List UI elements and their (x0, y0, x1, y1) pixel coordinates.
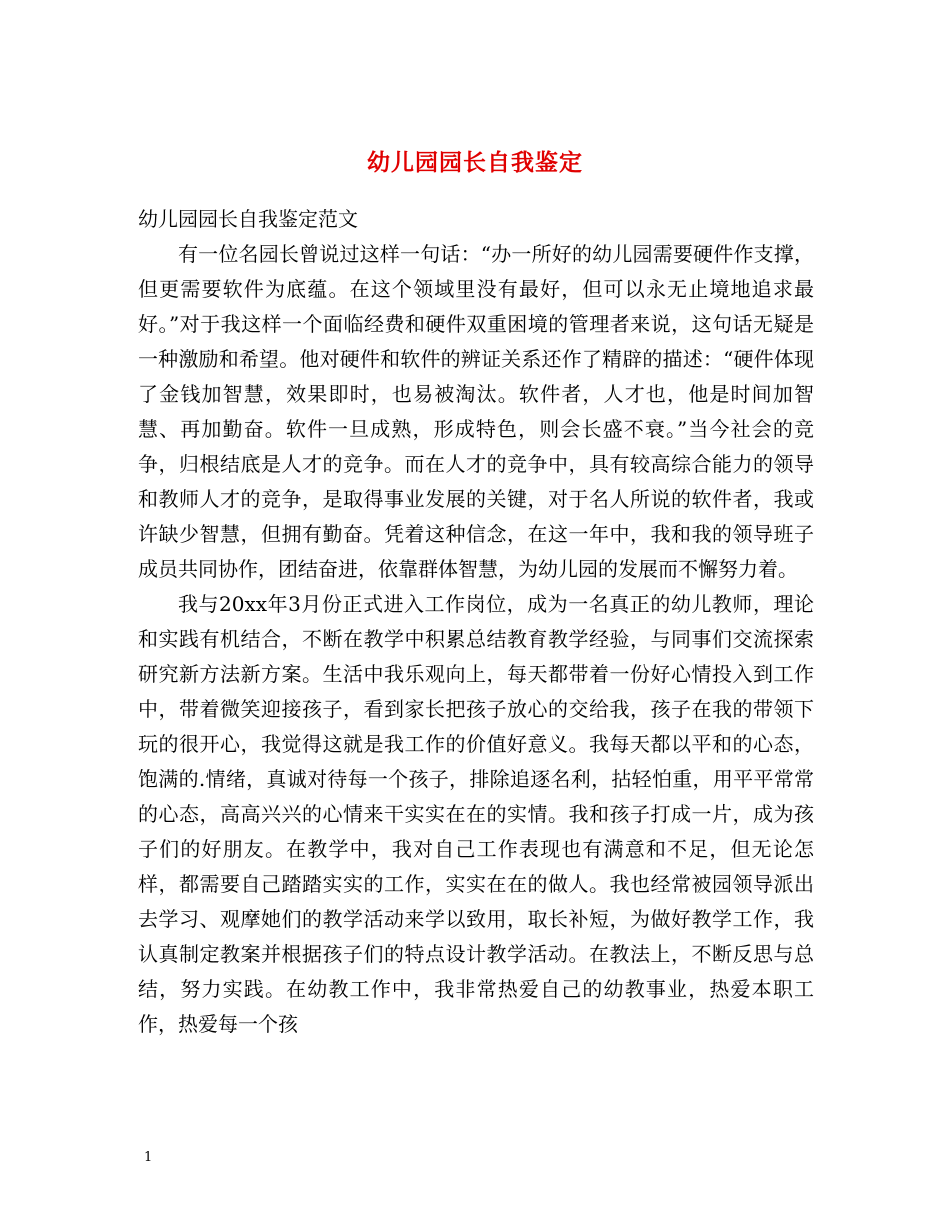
page-number: 1 (144, 1150, 153, 1165)
body-paragraph-1: 有一位名园长曾说过这样一句话：“办一所好的幼儿园需要硬件作支撑，但更需要软件为底蕴。在这个领域里没有最好，但可以永无止境地追求最好。”对于我这样一个面临经费和硬件双重困境的管理者来说，这句话无疑是一种激励和希望。他对硬件和软件的辨证关系还作了精辟的描述：“硬件体现了金钱加智慧，效果即时，也易被淘汰。软件者，人才也，他是时间加智慧、再加勤奋。软件一旦成熟，形成特色，则会长盛不衰。”当今社会的竞争，归根结底是人才的竞争。而在人才的竞争中，具有较高综合能力的领导和教师人才的竞争，是取得事业发展的关键，对于名人所说的软件者，我或许缺少智慧，但拥有勤奋。凭着这种信念，在这一年中，我和我的领导班子成员共同协作，团结奋进，依靠群体智慧，为幼儿园的发展而不懈努力着。 (138, 242, 814, 581)
body-paragraph-2: 我与20xx年3月份正式进入工作岗位，成为一名真正的幼儿教师，理论和实践有机结合，不断在教学中积累总结教育教学经验，与同事们交流探索研究新方法新方案。生活中我乐观向上，每天都带着一份好心情投入到工作中，带着微笑迎接孩子，看到家长把孩子放心的交给我，孩子在我的带领下玩的很开心，我觉得这就是我工作的价值好意义。我每天都以平和的心态，饱满的.情绪，真诚对待每一个孩子，排除追逐名利，拈轻怕重，用平平常常的心态，高高兴兴的心情来干实实在在的实情。我和孩子打成一片，成为孩子们的好朋友。在教学中，我对自己工作表现也有满意和不足，但无论怎样，都需要自己踏踏实实的工作，实实在在的做人。我也经常被园领导派出去学习、观摩她们的教学活动来学以致用，取长补短，为做好教学工作，我认真制定教案并根据孩子们的特点设计教学活动。在教法上，不断反思与总结，努力实践。在幼教工作中，我非常热爱自己的幼教事业，热爱本职工作，热爱每一个孩 (138, 592, 814, 1036)
document-title: 幼儿园园长自我鉴定 (367, 149, 583, 177)
document-subtitle: 幼儿园园长自我鉴定范文 (138, 207, 358, 231)
document-body (138, 202, 814, 1042)
